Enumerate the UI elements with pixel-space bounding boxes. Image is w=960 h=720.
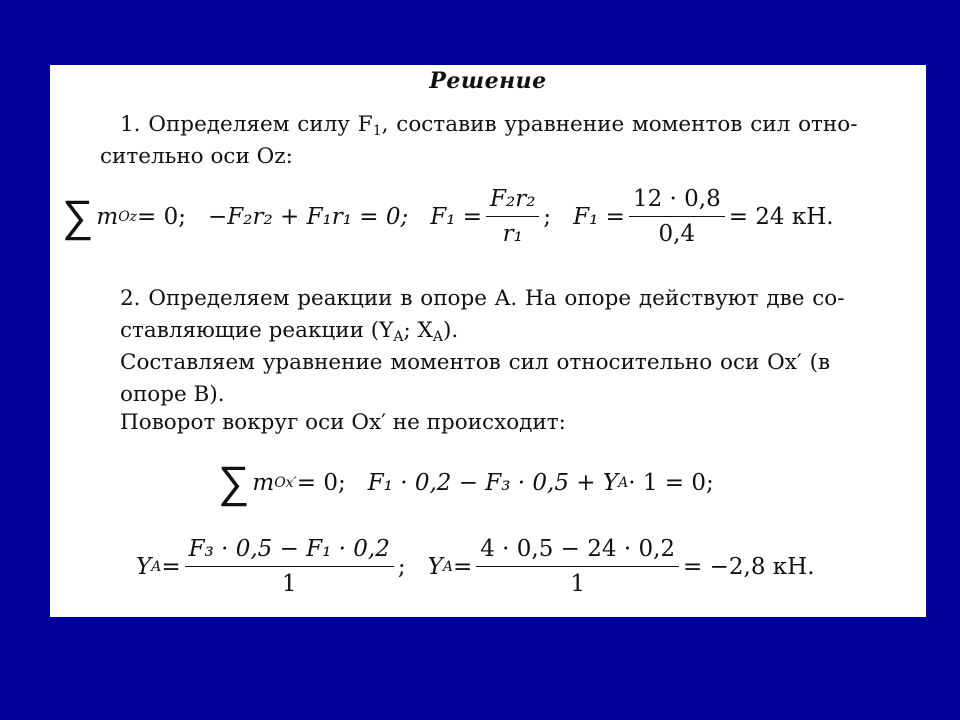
step2-line3: Составляем уравнение моментов сил относительно оси Ox′ (в bbox=[120, 350, 831, 375]
f1-result: = 24 кН. bbox=[728, 203, 834, 230]
step2-line4: опоре B). bbox=[120, 382, 225, 407]
equation-moments-oz: ∑ m Oz = 0; −F₂r₂ + F₁r₁ = 0; F₁ = $\frac{\text{F₂r₂}}{\text{r₁}}$ ; F₁ = $\frac{12 \cdot 0,8}{0,4}$ = 24 кН. bbox=[62, 186, 834, 247]
step2-line2: ставляющие реакции ($Y_A$; $X_A$). bbox=[120, 318, 459, 345]
moment-balance-ox-expr: F₁ · 0,2 − F₃ · 0,5 + Y bbox=[367, 470, 619, 496]
solution-heading: Решение bbox=[429, 68, 547, 94]
fraction-f2r2-over-r1: $\frac{\text{F₂r₂}}{\text{r₁}}$ bbox=[486, 185, 539, 248]
sum-symbol: ∑ bbox=[218, 457, 250, 508]
moment-balance-expr: −F₂r₂ + F₁r₁ = 0; bbox=[208, 203, 409, 230]
step1-line2: сительно оси Oz: bbox=[100, 144, 293, 169]
equation-ya: Y A = $\frac{\text{F₃ · 0,5 − F₁ · 0,2}}{1}$ ; Y A = $\frac{4 \cdot 0,5 - 24 \cdot 0,2}{1}$ = −2,8 кН. bbox=[136, 536, 815, 597]
ya-result: = −2,8 кН. bbox=[683, 553, 815, 580]
fraction-ya-numeric: $\frac{4 \cdot 0,5 - 24 \cdot 0,2}{1}$ bbox=[476, 535, 679, 598]
fraction-numeric-f1: $\frac{12 \cdot 0,8}{0,4}$ bbox=[629, 185, 725, 248]
equation-moments-ox: ∑ m Ox′ = 0; F₁ · 0,2 − F₃ · 0,5 + Y A · 1 = 0; bbox=[218, 457, 714, 508]
step2-line1: 2. Определяем реакции в опоре A. На опоре действуют две со- bbox=[120, 286, 845, 311]
step1-line1: 1. Определяем силу $F_1$, составив уравнение моментов сил отно- bbox=[120, 112, 858, 139]
document-page bbox=[50, 65, 926, 617]
step2-line5: Поворот вокруг оси Ox′ не происходит: bbox=[120, 410, 566, 435]
sum-symbol: ∑ bbox=[62, 190, 94, 242]
fraction-ya-symbolic: $\frac{\text{F₃ · 0,5 − F₁ · 0,2}}{1}$ bbox=[185, 535, 394, 598]
